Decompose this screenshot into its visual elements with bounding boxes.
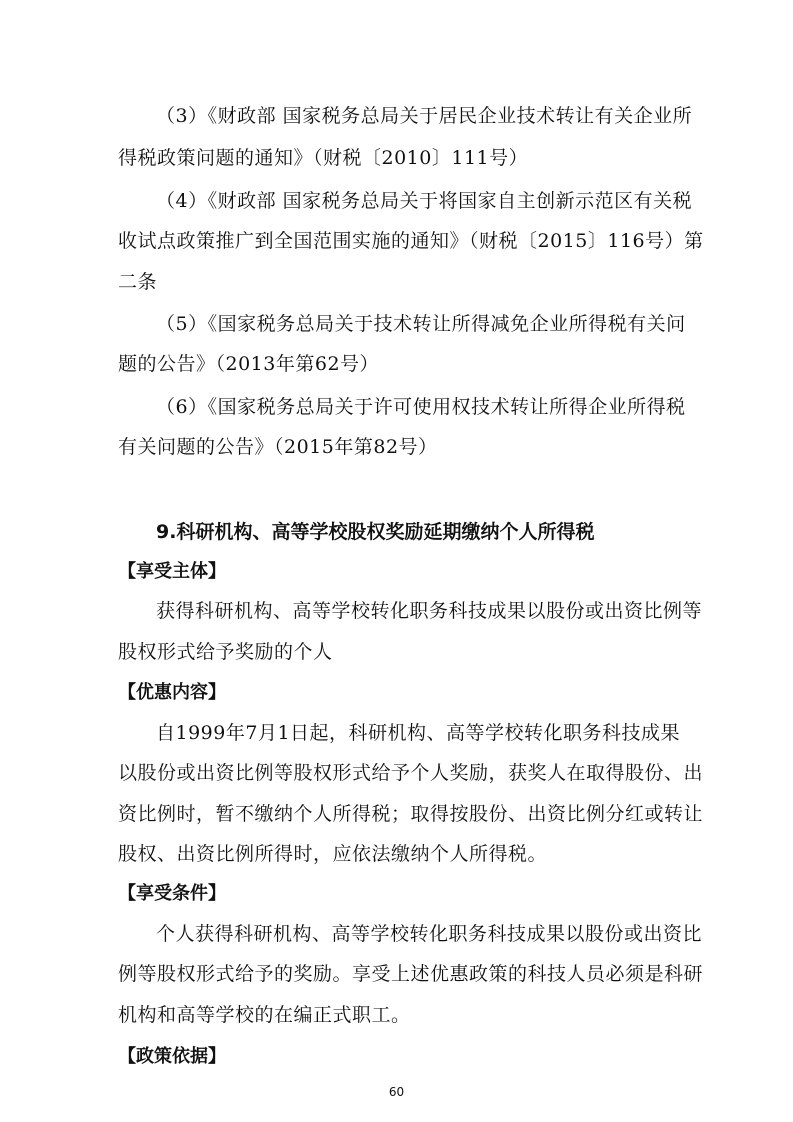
text-line: （5）《国家税务总局关于技术转让所得减免企业所得税有关问 — [156, 313, 686, 335]
text-line: 机构和高等学校的在编正式职工。 — [118, 1004, 411, 1026]
text-line: 获得科研机构、高等学校转化职务科技成果以股份或出资比例等 — [156, 600, 703, 622]
text-line: （4）《财政部 国家税务总局关于将国家自主创新示范区有关税 — [156, 190, 693, 212]
text-line: 有关问题的公告》（2015年第82号） — [118, 436, 438, 458]
section-title: 9.科研机构、高等学校股权奖励延期缴纳个人所得税 — [156, 521, 595, 543]
text-line: 以股份或出资比例等股权形式给予个人奖励，获奖人在取得股份、出 — [118, 762, 704, 784]
text-line: 二条 — [118, 271, 158, 293]
basis-label: 【政策依据】 — [118, 1046, 226, 1067]
text-line: 股权、出资比例所得时，应依法缴纳个人所得税。 — [118, 843, 548, 865]
text-line: 收试点政策推广到全国范围实施的通知》（财税〔2015〕116号）第 — [118, 230, 704, 252]
text-line: 自1999年7月1日起，科研机构、高等学校转化职务科技成果 — [156, 722, 681, 744]
subject-label: 【享受主体】 — [118, 561, 226, 582]
text-line: 股权形式给予奖励的个人 — [118, 641, 333, 663]
text-line: （6）《国家税务总局关于许可使用权技术转让所得企业所得税 — [156, 396, 686, 418]
text-line: 得税政策问题的通知》（财税〔2010〕111号） — [118, 147, 529, 169]
text-line: 资比例时，暂不缴纳个人所得税；取得按股份、出资比例分红或转让 — [118, 803, 704, 825]
text-line: 个人获得科研机构、高等学校转化职务科技成果以股份或出资比 — [156, 923, 703, 945]
text-line: （3）《财政部 国家税务总局关于居民企业技术转让有关企业所 — [156, 105, 693, 127]
text-line: 例等股权形式给予的奖励。享受上述优惠政策的科技人员必须是科研 — [118, 963, 704, 985]
text-line: 题的公告》（2013年第62号） — [118, 353, 380, 375]
condition-label: 【享受条件】 — [118, 883, 226, 904]
content-label: 【优惠内容】 — [118, 682, 226, 703]
page-number: 60 — [388, 1085, 405, 1099]
